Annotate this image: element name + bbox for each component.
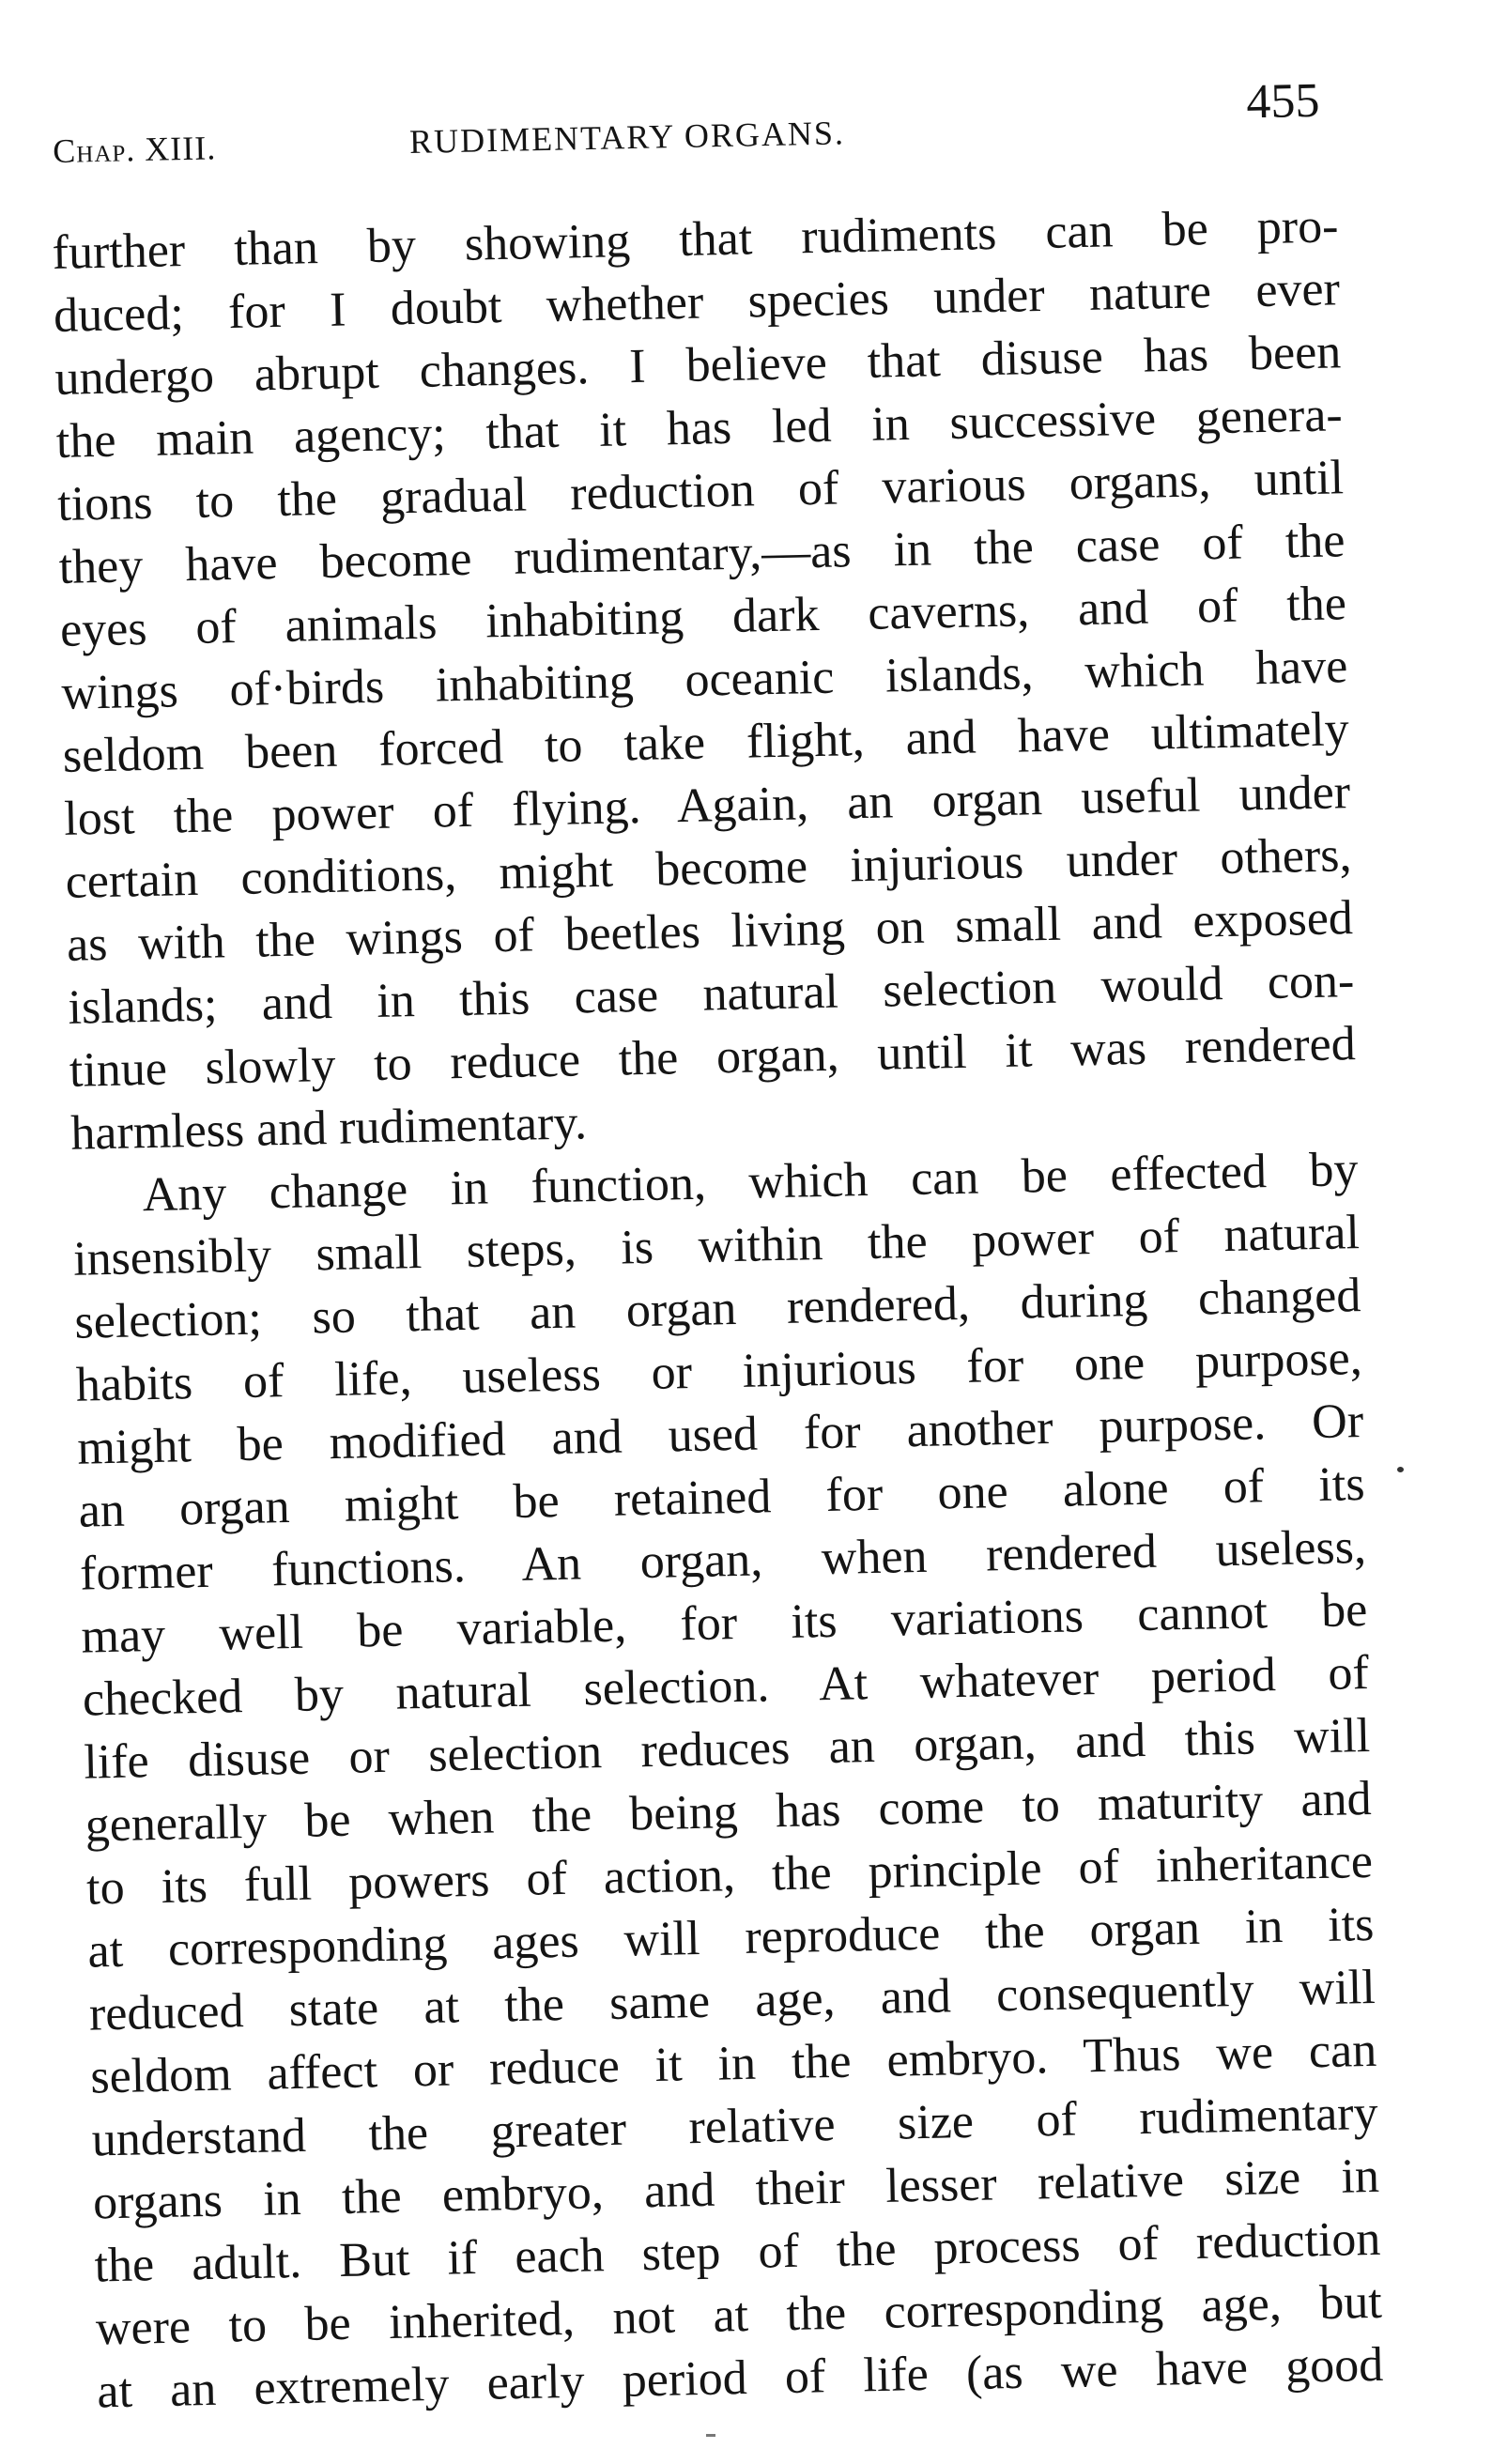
chapter-label: Chap. XIII. bbox=[52, 129, 217, 170]
text-line: seldom affect or reduce it in the embryo. Thus we can bbox=[89, 2023, 1377, 2104]
ink-speck bbox=[706, 2434, 715, 2437]
text-line: might be modified and used for another purpose. Or bbox=[76, 1394, 1364, 1475]
running-head bbox=[52, 68, 1320, 169]
text-line: selection; so that an organ rendered, during changed bbox=[73, 1269, 1361, 1349]
text-line: to its full powers of action, the principle of inheritance bbox=[85, 1834, 1374, 1916]
text-line: former functions. An organ, when rendered useless, bbox=[79, 1519, 1367, 1601]
text-line: tions to the gradual reduction of various organs, until bbox=[56, 451, 1345, 531]
text-line: they have become rudimentary,—as in the case of the bbox=[58, 514, 1346, 594]
text-line: duced; for I doubt whether species under nature ever bbox=[53, 262, 1341, 343]
text-line: the main agency; that it has led in successive genera- bbox=[55, 388, 1344, 469]
text-line: the adult. But if each step of the process of reduction bbox=[94, 2211, 1381, 2293]
page-number: 455 bbox=[1245, 73, 1321, 130]
text-line: understand the greater relative size of rudimentary bbox=[91, 2086, 1379, 2167]
text-line: were to be inherited, not at the corresponding age, but bbox=[95, 2274, 1383, 2356]
text-line: seldom been forced to take flight, and have ultimately bbox=[62, 702, 1350, 783]
margin-dot-mark bbox=[1397, 1467, 1404, 1472]
text-line: habits of life, useless or injurious for one purpose, bbox=[75, 1332, 1363, 1412]
text-line: insensibly small steps, is within the power of natural bbox=[72, 1206, 1361, 1286]
text-line: may well be variable, for its variations cannot be bbox=[80, 1582, 1368, 1664]
running-title: RUDIMENTARY ORGANS. bbox=[408, 114, 846, 162]
text-line: at corresponding ages will reproduce the organ in its bbox=[86, 1897, 1375, 1979]
paragraph-2 bbox=[71, 1138, 1384, 2423]
body-text bbox=[52, 194, 1384, 2423]
text-line: generally be when the being has come to maturity and bbox=[85, 1771, 1373, 1853]
text-line: harmless and rudimentary. bbox=[69, 1096, 588, 1161]
text-line: certain conditions, might become injurious under others, bbox=[65, 828, 1353, 909]
text-line: islands; and in this case natural selection would con- bbox=[67, 954, 1355, 1035]
text-line: Any change in function, which can be effected by bbox=[142, 1143, 1360, 1223]
text-line: lost the power of flying. Again, an organ useful under bbox=[63, 765, 1351, 846]
text-line: at an extremely early period of life (as we have good bbox=[96, 2337, 1384, 2419]
text-line: undergo abrupt changes. I believe that disuse has been bbox=[54, 325, 1342, 406]
text-line: tinue slowly to reduce the organ, until it was rendered bbox=[69, 1017, 1357, 1098]
paragraph-1 bbox=[52, 194, 1358, 1164]
text-line: eyes of animals inhabiting dark caverns, and of the bbox=[59, 577, 1347, 657]
text-line: life disuse or selection reduces an organ, and this will bbox=[83, 1708, 1371, 1790]
text-line: as with the wings of beetles living on small and exposed bbox=[66, 891, 1354, 972]
text-line: wings of·birds inhabiting oceanic islands, which have bbox=[60, 639, 1348, 720]
text-line: checked by natural selection. At whatever period of bbox=[82, 1645, 1370, 1727]
text-line: an organ might be retained for one alone of its bbox=[78, 1457, 1366, 1538]
text-line: organs in the embryo, and their lesser relative size in bbox=[92, 2148, 1380, 2230]
text-line: further than by showing that rudiments can be pro- bbox=[52, 199, 1339, 280]
text-line: reduced state at the same age, and consequently will bbox=[88, 1960, 1376, 2041]
